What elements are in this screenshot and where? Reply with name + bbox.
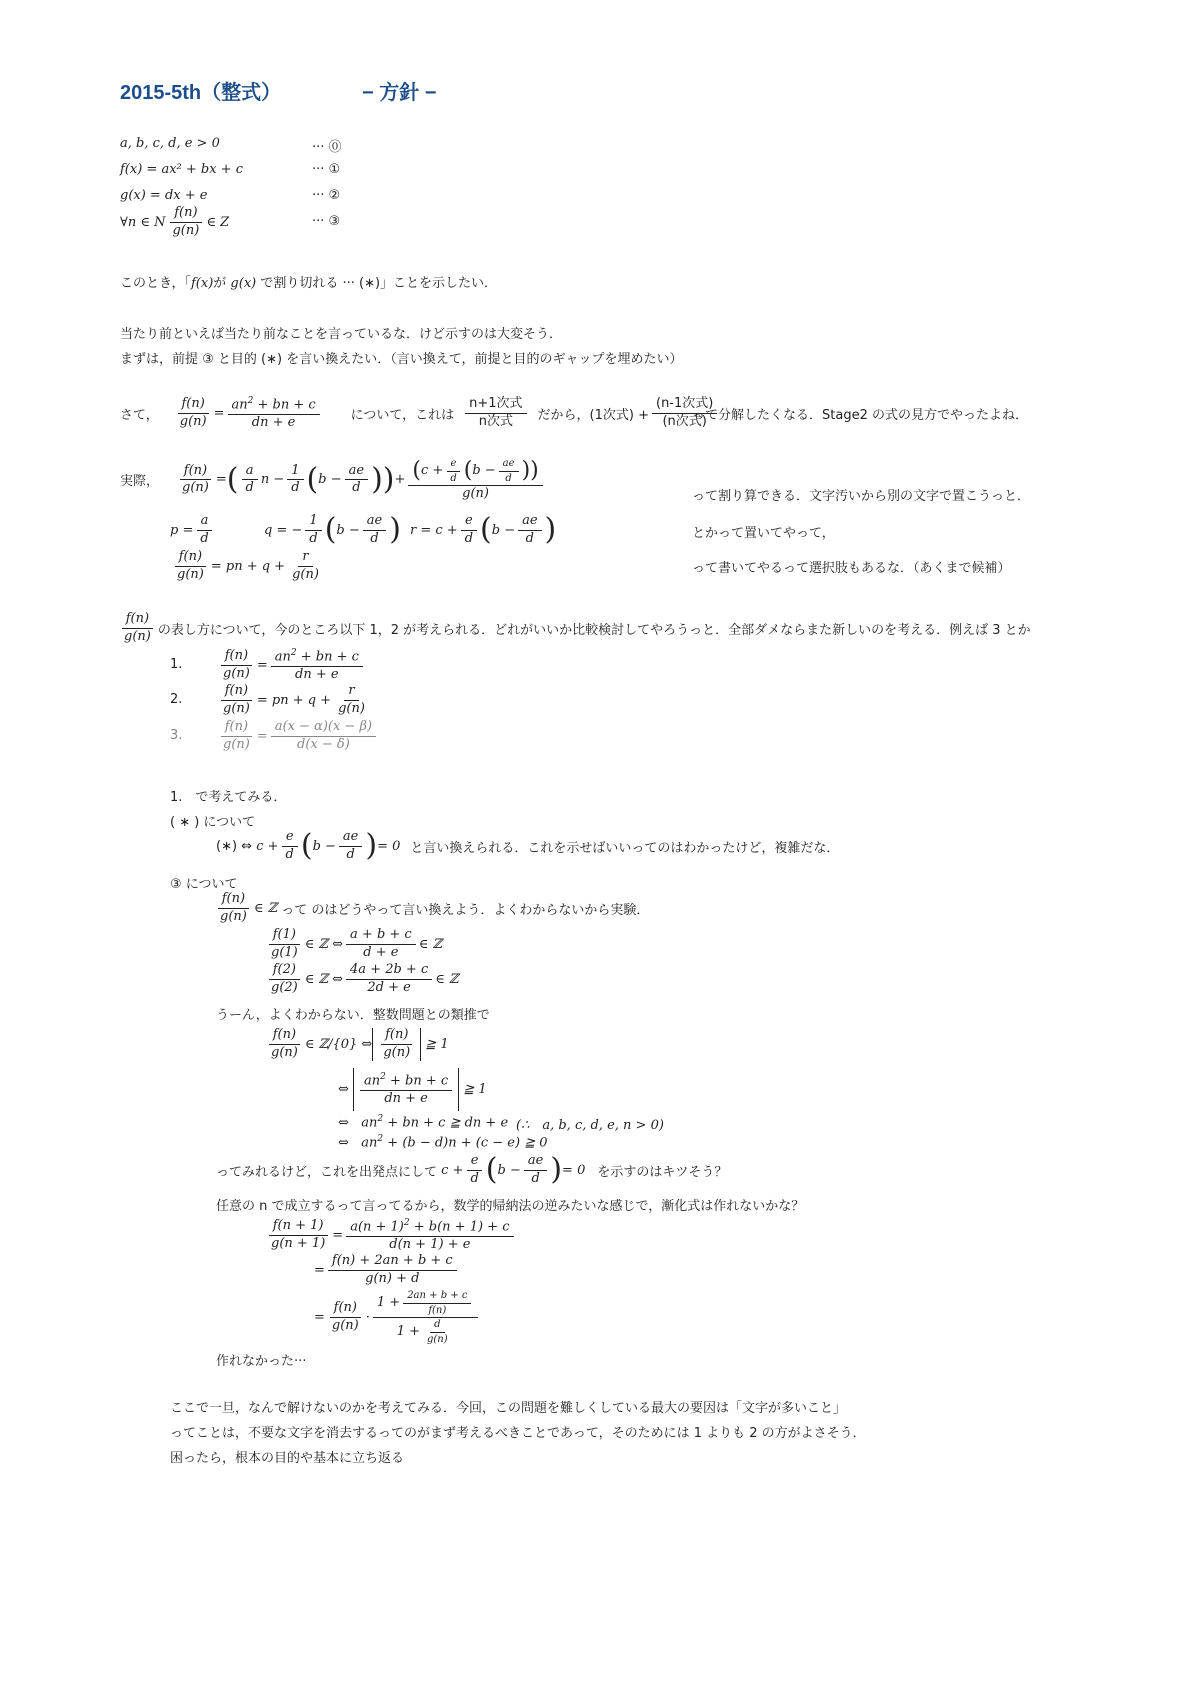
tsukurenakatta-text: 作れなかった···: [216, 1354, 307, 1369]
item-3-label: 3.: [170, 728, 183, 743]
kouho-text: って書いてやるって選択肢もあるな．（あくまで候補）: [692, 561, 1011, 576]
item-1-label: 1.: [170, 657, 183, 672]
mark-2: ··· ②: [312, 188, 341, 203]
since-note: (∴ a, b, c, d, e, n > 0): [516, 1118, 664, 1133]
condition-0: a, b, c, d, e > 0: [120, 136, 220, 151]
item-2-label: 2.: [170, 692, 183, 707]
kitsui-line: ってみれるけど，これを出発点にして c + $\frac{e}{d}$ ( b − $\frac{ae}{d}$ ) = 0 を示すのはキツそう？: [216, 1152, 728, 1188]
recur-1: $\frac{f(n + 1)}{g(n + 1)}$ = $\frac{a(n + 1)^2 + b(n + 1) + c}{d(n + 1) + e}$: [264, 1218, 517, 1253]
paragraph-2: まずは，前提 ③ と目的 (∗) を言い換えたい．（言い換えて，前提と目的のギャップを埋めたい）: [120, 352, 683, 367]
condition-3: ∀n ∈ N $\frac{f(n)}{g(n)}$ ∈ Z: [120, 205, 230, 238]
paragraph-1: 当たり前といえば当たり前なことを言っているな．けど示すのは大変そう．: [120, 327, 563, 342]
def-r: r = c + $\frac{e}{d}$ ( b − $\frac{ae}{d}$ ): [410, 512, 557, 548]
page-subtitle: − 方針 −: [362, 82, 437, 104]
ineq-1: $\frac{f(n)}{g(n)}$ ∈ ℤ/{0} ⇔ $\frac{f(n)}{g(n)}$ ≧ 1: [264, 1028, 449, 1061]
conclusion-3: 困ったら，根本の目的や基本に立ち返る: [170, 1451, 405, 1466]
mark-1: ··· ①: [312, 162, 341, 177]
recur-2: = $\frac{f(n) + 2an + b + c}{g(n) + d}$: [314, 1254, 460, 1287]
experiment-2: $\frac{f(2)}{g(2)}$ ∈ ℤ ⇔ $\frac{4a + 2b + c}{2d + e}$ ∈ ℤ: [264, 963, 459, 996]
item-3-formula: $\frac{f(n)}{g(n)}$ = $\frac{a(x - \alpha)(x - \beta)}{d(x - \delta)}$: [216, 720, 379, 753]
warizan-text: って割り算できる．文字汚いから別の文字で置こうっと．: [692, 489, 1031, 504]
star-about: ( ∗ ) について: [170, 815, 256, 830]
in-z-line: $\frac{f(n)}{g(n)}$ ∈ ℤ って のはどうやって言い換えよう．よくわからないから実験．: [216, 892, 649, 925]
kangae-1: 1. で考えてみる．: [170, 790, 287, 805]
conclusion-1: ここで一旦，なんで解けないのかを考えてみる．今回，この問題を難しくしている最大の要因は「文字が多いこと」: [170, 1401, 847, 1416]
three-about: ③ について: [170, 877, 238, 892]
ineq-4: ⇔ $an^2 + (b - d)n + (c - e)$ ≧ 0: [338, 1134, 548, 1151]
item-2-formula: $\frac{f(n)}{g(n)}$ = pn + q + $\frac{r}{g(n)}$: [216, 684, 372, 717]
uun-text: うーん，よくわからない．整数問題との類推で: [216, 1008, 490, 1023]
def-p: p = $\frac{a}{d}$: [170, 514, 216, 547]
condition-1: f(x) = ax² + bx + c: [120, 162, 243, 177]
ineq-2: ⇔ $\frac{an^2 + bn + c}{dn + e}$ ≧ 1: [338, 1068, 487, 1111]
arawashi-line: $\frac{f(n)}{g(n)}$ の表し方について，今のところ以下 1，2 が考えられる．どれがいいか比較検討してやろうっと．全部ダメならまた新しいのを考える．例えば 3 とか: [120, 612, 1031, 645]
nini-text: 任意の n で成立するって言ってるから，数学的帰納法の逆みたいな感じで，漸化式は作れないかな？: [216, 1199, 805, 1214]
recur-3: = $\frac{f(n)}{g(n)}$ · 1 + $\frac{2an + b + c}{f(n)}$ 1 + $\frac{d}{g(n)}$: [314, 1290, 481, 1345]
def-q: q = − $\frac{1}{d}$ ( b − $\frac{ae}{d}$ ): [264, 512, 401, 548]
goal-statement: このとき，「f(x)が g(x) で割り切れる ··· (∗)」ことを示したい．: [120, 276, 498, 291]
page-title: 2015-5th（整式）: [120, 82, 282, 104]
ineq-3: ⇔ $an^2$ + bn + c ≧ dn + e: [338, 1114, 509, 1131]
item-1-formula: $\frac{f(n)}{g(n)}$ = $\frac{an^2 + bn + c}{dn + e}$: [216, 648, 366, 683]
pqr-form: $\frac{f(n)}{g(n)}$ = pn + q + $\frac{r}{g(n)}$: [170, 550, 326, 583]
experiment-1: $\frac{f(1)}{g(1)}$ ∈ ℤ ⇔ $\frac{a + b + c}{d + e}$ ∈ ℤ: [264, 928, 442, 961]
oite-text: とかって置いてやって，: [692, 526, 835, 541]
jissai-line: 実際， $\frac{f(n)}{g(n)}$ = ( $\frac{a}{d}$ n − $\frac{1}{d}$ ( b − $\frac{ae}{d}$ )) + ( c + $\frac{e}{d}$ ( b − $\frac{ae}{d}$ )) g(n): [120, 458, 546, 502]
star-equivalence: (∗) ⇔ c + $\frac{e}{d}$ ( b − $\frac{ae}{d}$ ) = 0 と言い換えられる．これを示せばいいってのはわかったけど，複雑だな．: [216, 828, 840, 864]
mark-3: ··· ③: [312, 214, 341, 229]
sate-line: さて， $\frac{f(n)}{g(n)}$ = $\frac{an^2 + bn + c}{dn + e}$ について，これは $\frac{\text{n+1次式}}{\text{n次式}}$ だから，(1次式) + $\frac{\text{(n-1次式)}}{\text{(n次式)}}$: [120, 396, 720, 431]
conclusion-2: ってことは，不要な文字を消去するってのがまず考えるべきことであって，そのためには 1 よりも 2 の方がよさそう．: [170, 1426, 866, 1441]
mark-0: ··· ⓪: [312, 140, 342, 155]
condition-2: g(x) = dx + e: [120, 188, 208, 203]
bunkai-text: って分解したくなる．Stage2 の式の見方でやったよね．: [692, 408, 1028, 423]
